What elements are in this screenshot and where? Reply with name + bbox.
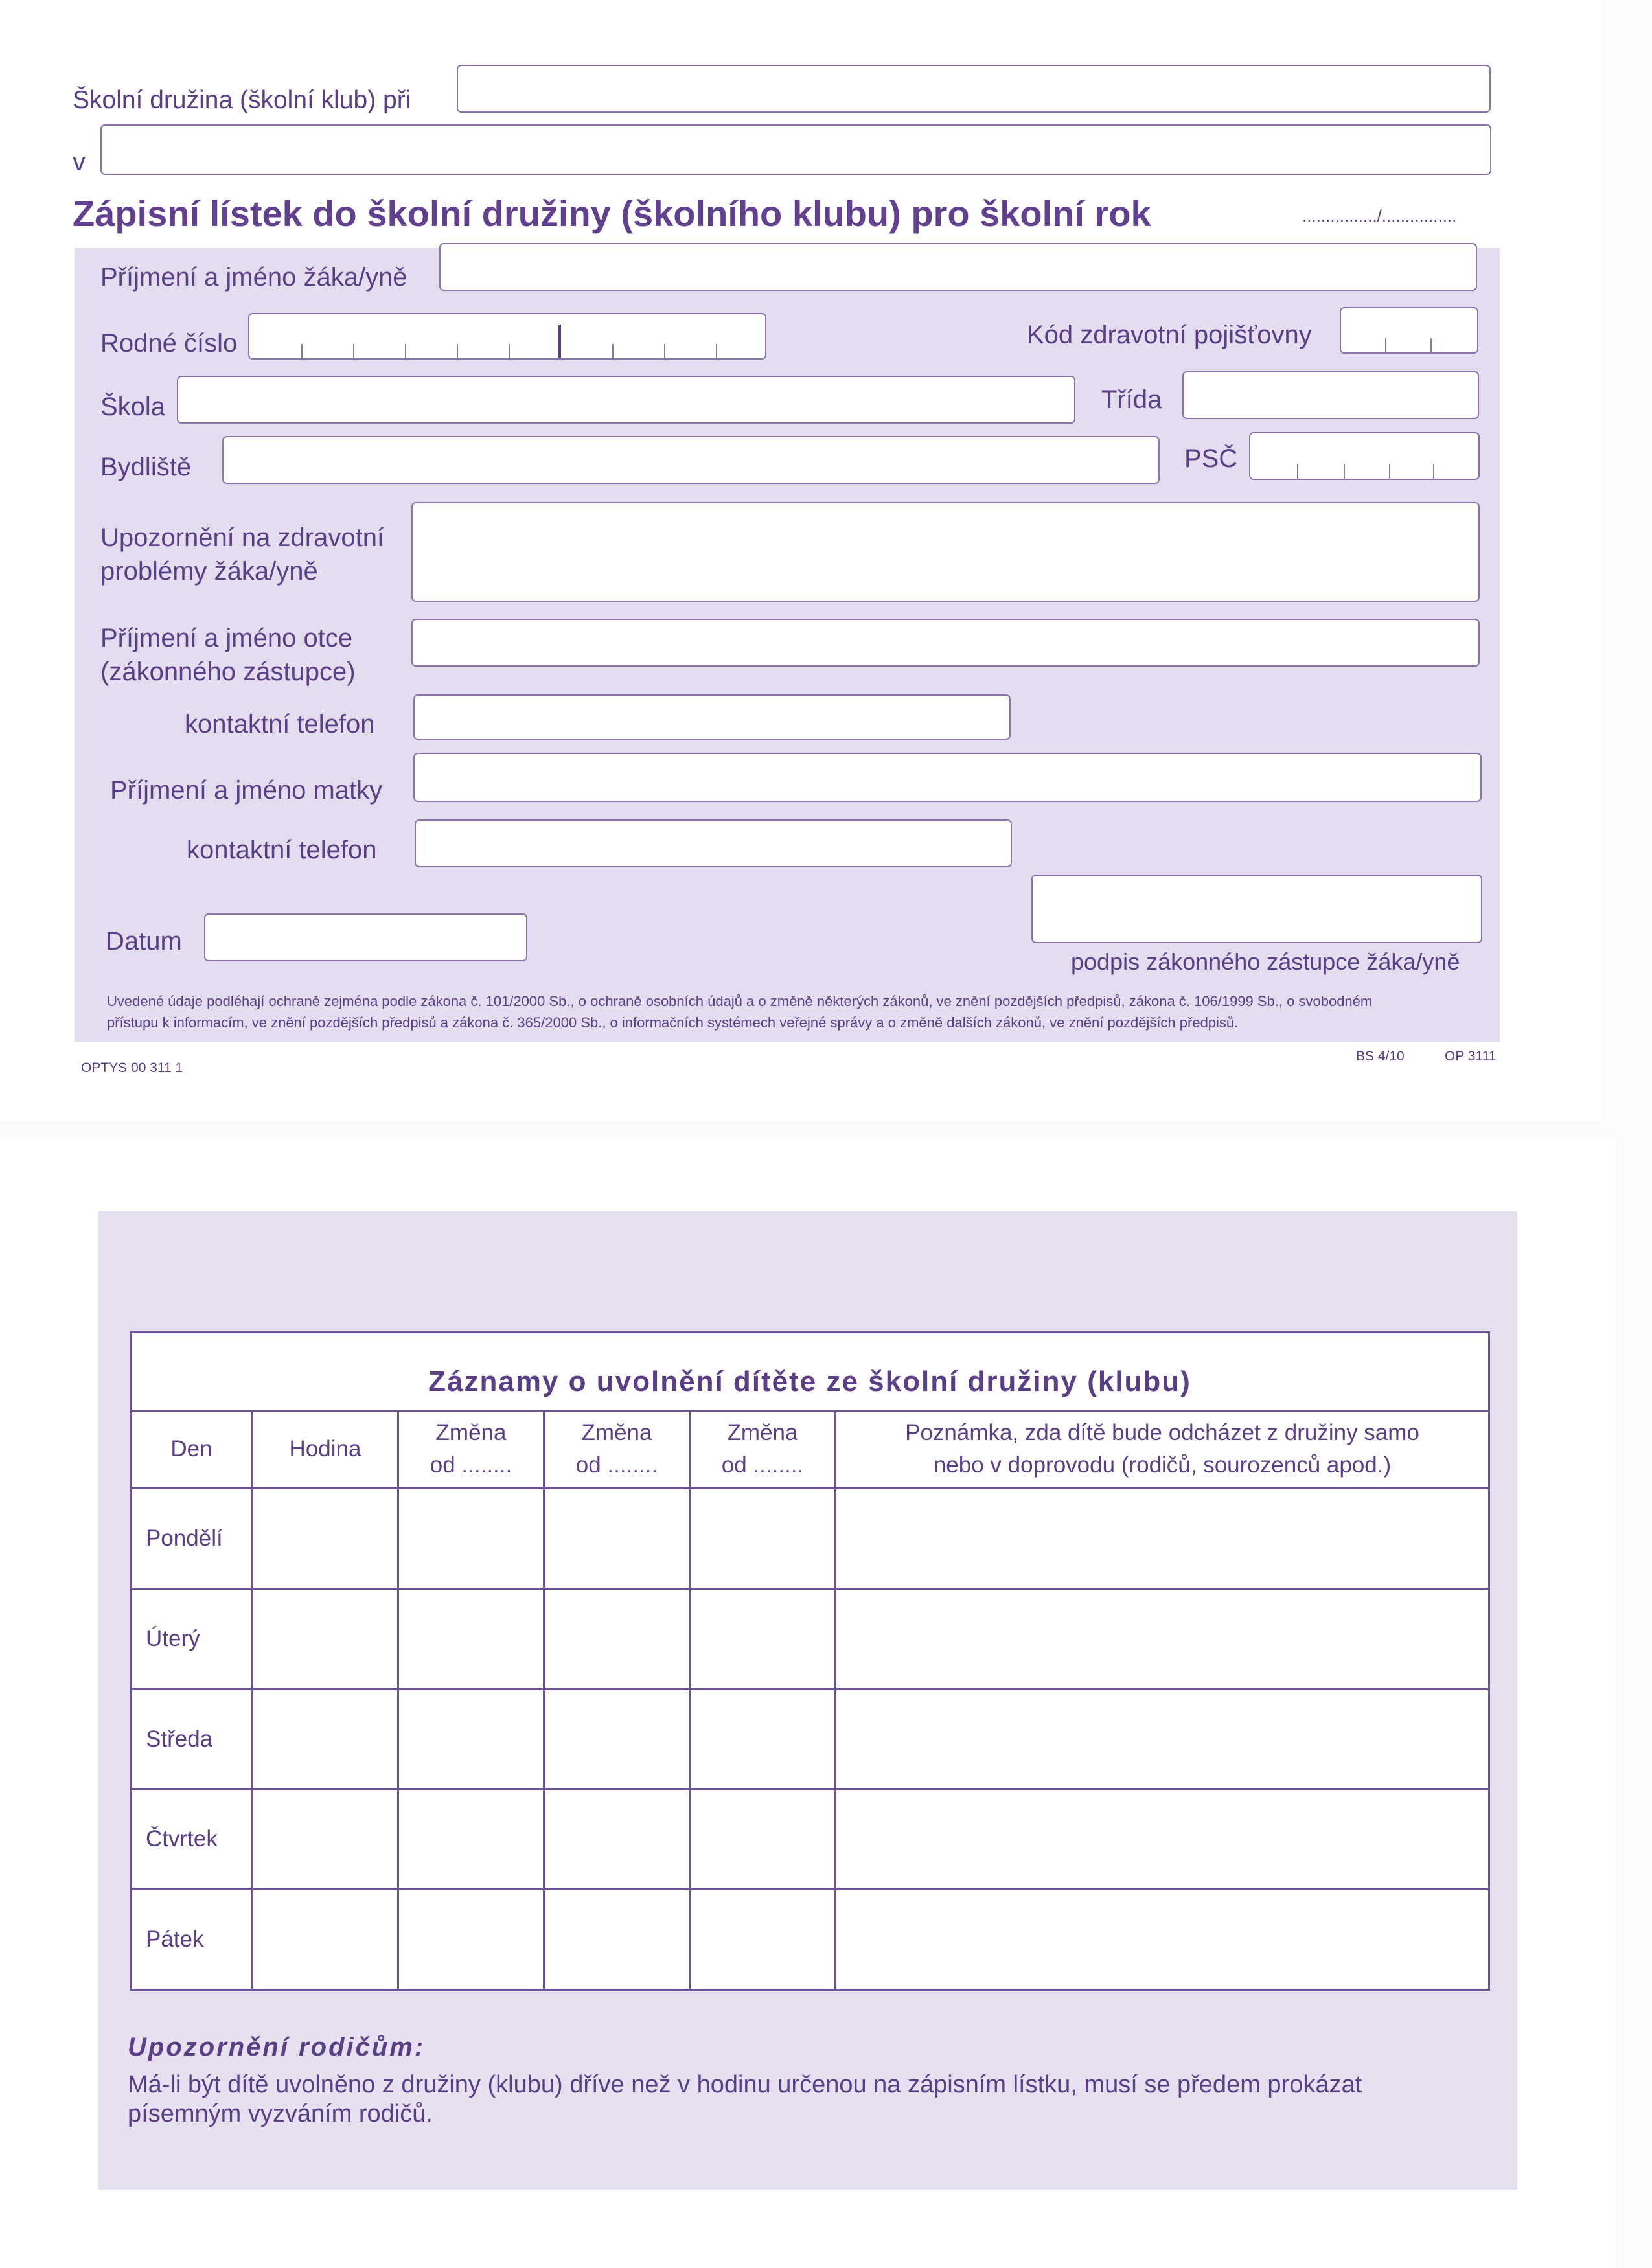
cell-change-2[interactable]	[544, 1890, 690, 1990]
cell-note[interactable]	[836, 1489, 1489, 1589]
insurance-code-field[interactable]	[1340, 307, 1478, 354]
father-phone-label: kontaktní telefon	[185, 710, 375, 739]
class-label: Třída	[1101, 385, 1162, 414]
header-note	[836, 1410, 1489, 1489]
club-at-field[interactable]	[457, 65, 1491, 113]
health-notes-field[interactable]	[411, 502, 1480, 602]
birth-number-tick	[716, 344, 717, 358]
day-tuesday: Úterý	[131, 1588, 253, 1689]
residence-label: Bydliště	[100, 453, 192, 481]
cell-change-2[interactable]	[544, 1689, 690, 1789]
club-in-field[interactable]	[100, 124, 1491, 175]
parents-notice-line2: písemným vyzváním rodičů.	[128, 2100, 433, 2127]
father-label-line2: (zákonného zástupce)	[100, 658, 356, 686]
father-label-line1: Příjmení a jméno otce	[100, 624, 353, 652]
postal-code-label: PSČ	[1184, 444, 1238, 473]
club-at-label: Školní družina (školní klub) při	[73, 86, 411, 114]
header-change-1-line1: Změna	[435, 1420, 507, 1446]
day-friday: Pátek	[131, 1890, 253, 1990]
cell-hour[interactable]	[253, 1890, 398, 1990]
legal-notice-line2: přístupu k informacím, ve znění pozdějších předpisů a zákona č. 365/2000 Sb., o informačních systémech veřejné správy a o změně dalších zákonů, ve znění pozdějších předpisů.	[107, 1014, 1239, 1031]
birth-number-tick	[612, 344, 614, 358]
table-title: Záznamy o uvolnění dítěte ze školní družiny (klubu)	[131, 1333, 1489, 1411]
school-label: Škola	[100, 393, 166, 421]
postal-code-tick	[1344, 464, 1345, 479]
residence-field[interactable]	[222, 436, 1160, 484]
form-title: Zápisní lístek do školní družiny (školního klubu) pro školní rok	[73, 193, 1151, 234]
club-in-label: v	[73, 148, 86, 176]
pupil-name-label: Příjmení a jméno žáka/yně	[100, 263, 407, 292]
date-field[interactable]	[204, 913, 527, 961]
table-row	[131, 1890, 1489, 1990]
legal-notice-line1: Uvedené údaje podléhají ochraně zejména podle zákona č. 101/2000 Sb., o ochraně osobních údajů a o změně některých zákonů, ve znění pozdějších předpisů, zákona č. 106/1999 Sb., o svobodném	[107, 993, 1373, 1009]
cell-hour[interactable]	[253, 1489, 398, 1589]
day-wednesday: Středa	[131, 1689, 253, 1789]
insurance-code-label: Kód zdravotní pojišťovny	[1027, 321, 1312, 349]
postal-code-tick	[1433, 464, 1434, 479]
header-note-line2: nebo v doprovodu (rodičů, sourozenců apod.)	[933, 1452, 1392, 1478]
mother-name-label: Příjmení a jméno matky	[110, 776, 383, 805]
health-label-line2: problémy žáka/yně	[100, 557, 318, 586]
table-row	[131, 1489, 1489, 1589]
form-code-right: OP 3111	[1445, 1049, 1497, 1064]
cell-hour[interactable]	[253, 1689, 398, 1789]
cell-change-2[interactable]	[544, 1489, 690, 1589]
table-row	[131, 1789, 1489, 1890]
birth-number-tick	[509, 344, 510, 358]
birth-number-tick	[405, 344, 406, 358]
insurance-code-tick	[1385, 338, 1386, 352]
day-monday: Pondělí	[131, 1489, 253, 1589]
birth-number-tick	[353, 344, 354, 358]
mother-phone-field[interactable]	[415, 819, 1012, 867]
form-code-mid: BS 4/10	[1356, 1049, 1405, 1064]
header-change-2-line1: Změna	[581, 1420, 652, 1446]
cell-change-3[interactable]	[690, 1588, 836, 1689]
table-row	[131, 1689, 1489, 1789]
father-name-field[interactable]	[411, 619, 1480, 667]
cell-hour[interactable]	[253, 1588, 398, 1689]
header-change-3-line2: od ........	[721, 1452, 804, 1478]
cell-change-1[interactable]	[398, 1489, 544, 1589]
header-change-3	[690, 1410, 836, 1489]
cell-note[interactable]	[836, 1689, 1489, 1789]
birth-number-label: Rodné číslo	[100, 329, 238, 358]
birth-number-tick	[457, 344, 458, 358]
cell-note[interactable]	[836, 1789, 1489, 1890]
father-phone-field[interactable]	[413, 694, 1011, 740]
parents-notice-title: Upozornění rodičům:	[128, 2033, 426, 2061]
postal-code-tick	[1389, 464, 1390, 479]
cell-change-2[interactable]	[544, 1789, 690, 1890]
birth-number-separator	[558, 325, 561, 358]
cell-hour[interactable]	[253, 1789, 398, 1890]
header-change-1-line2: od ........	[430, 1452, 512, 1478]
day-thursday: Čtvrtek	[131, 1789, 253, 1890]
health-label-line1: Upozornění na zdravotní	[100, 523, 385, 552]
birth-number-tick	[664, 344, 665, 358]
cell-change-2[interactable]	[544, 1588, 690, 1689]
release-records-table	[130, 1331, 1490, 1991]
header-change-2-line2: od ........	[575, 1452, 658, 1478]
header-note-line1: Poznámka, zda dítě bude odcházet z družiny samo	[905, 1420, 1419, 1446]
cell-change-1[interactable]	[398, 1789, 544, 1890]
cell-change-1[interactable]	[398, 1588, 544, 1689]
pupil-name-field[interactable]	[439, 243, 1477, 291]
header-day: Den	[131, 1410, 253, 1489]
postal-code-field[interactable]	[1249, 432, 1480, 480]
mother-phone-label: kontaktní telefon	[187, 836, 377, 864]
cell-change-1[interactable]	[398, 1890, 544, 1990]
signature-label: podpis zákonného zástupce žáka/yně	[1071, 948, 1460, 975]
cell-change-3[interactable]	[690, 1689, 836, 1789]
date-label: Datum	[106, 927, 182, 956]
insurance-code-tick	[1430, 338, 1432, 352]
cell-note[interactable]	[836, 1890, 1489, 1990]
birth-number-tick	[301, 344, 303, 358]
cell-change-3[interactable]	[690, 1489, 836, 1589]
school-year-blank[interactable]: ................/................	[1302, 206, 1457, 225]
cell-change-3[interactable]	[690, 1789, 836, 1890]
cell-change-3[interactable]	[690, 1890, 836, 1990]
form-code-left: OPTYS 00 311 1	[81, 1060, 183, 1075]
cell-note[interactable]	[836, 1588, 1489, 1689]
table-header-row	[131, 1410, 1489, 1489]
signature-field[interactable]	[1031, 875, 1482, 943]
header-change-2	[544, 1410, 690, 1489]
header-change-3-line1: Změna	[727, 1420, 798, 1446]
birth-number-field[interactable]	[248, 313, 766, 360]
postal-code-tick	[1297, 464, 1298, 479]
school-field[interactable]	[177, 376, 1075, 424]
class-field[interactable]	[1182, 371, 1479, 419]
parents-notice-line1: Má-li být dítě uvolněno z družiny (klubu) dříve než v hodinu určenou na zápisním lístku, musí se předem prokázat	[128, 2071, 1362, 2098]
cell-change-1[interactable]	[398, 1689, 544, 1789]
header-hour: Hodina	[253, 1410, 398, 1489]
mother-name-field[interactable]	[413, 753, 1482, 802]
table-row	[131, 1588, 1489, 1689]
header-change-1	[398, 1410, 544, 1489]
